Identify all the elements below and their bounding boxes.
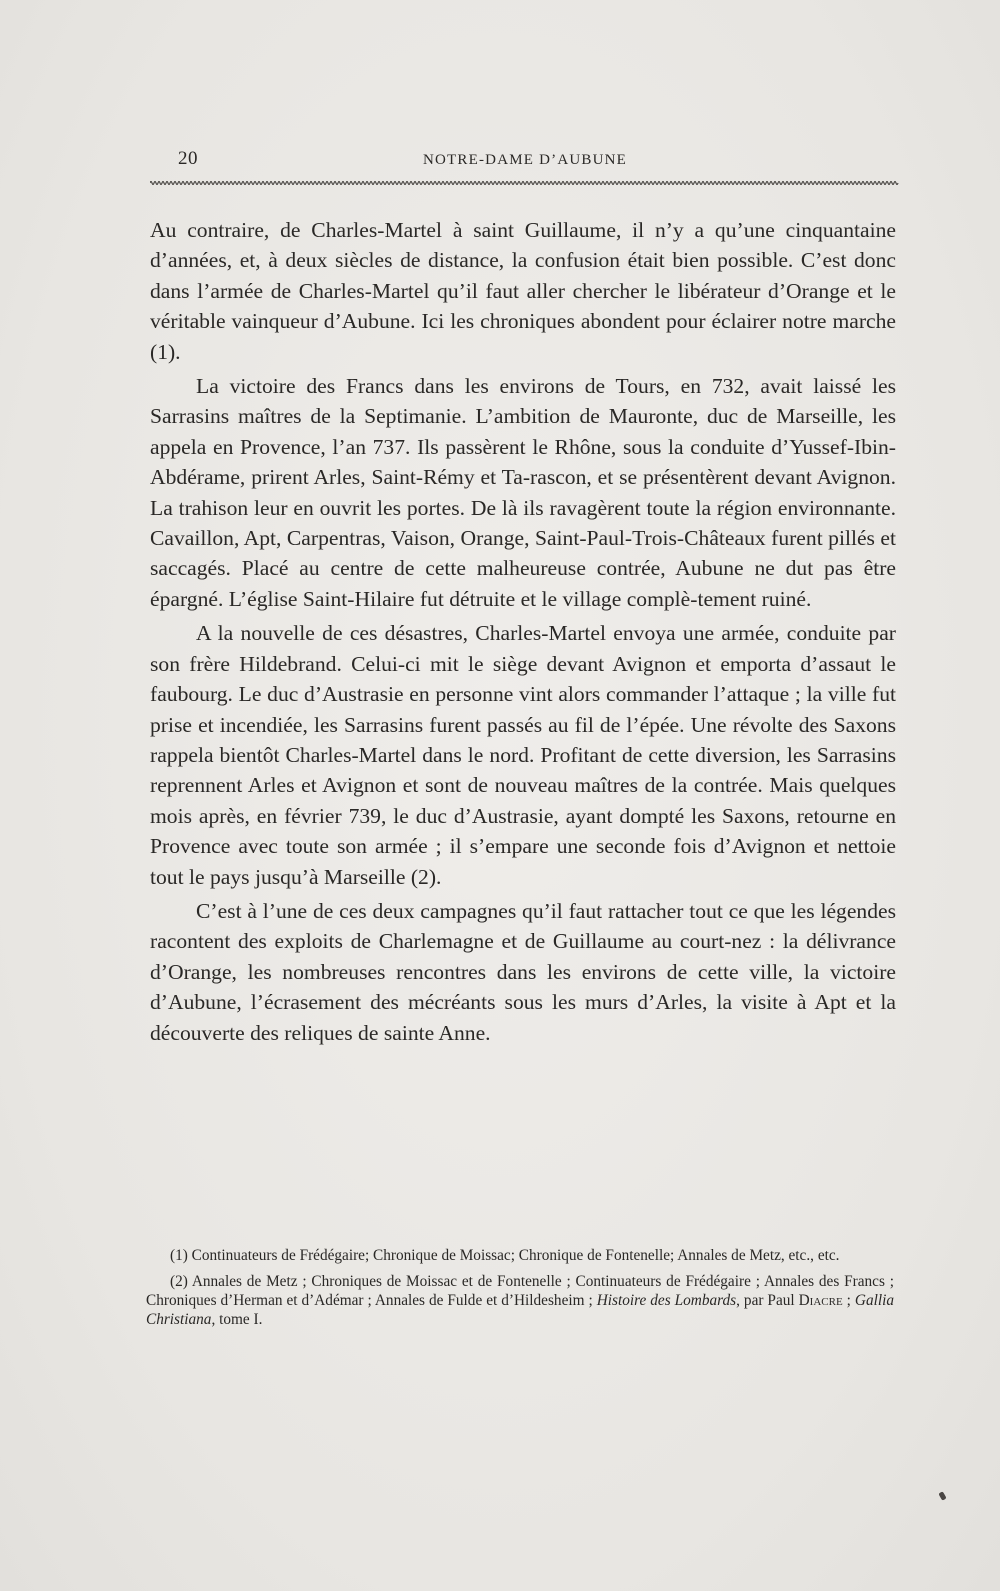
body-text: [150, 215, 896, 1048]
page-header: [150, 148, 900, 178]
page-number: 20: [178, 148, 198, 169]
footnote-1: (1) Continuateurs de Frédégaire; Chronique de Moissac; Chronique de Fontenelle; Annales de Metz, etc., etc.: [170, 1247, 840, 1264]
footnote-2-end: , tome I.: [211, 1311, 263, 1328]
running-title: NOTRE-DAME D’AUBUNE: [422, 152, 628, 168]
footnote-2-title-gallia: Gallia Christiana: [146, 1292, 894, 1328]
footnote-2-title-lombards: Histoire des Lombards: [596, 1292, 737, 1309]
footnotes: [146, 1246, 894, 1329]
footnote-2-author: Diacre: [798, 1292, 843, 1309]
footnote-2-separator: ;: [842, 1292, 855, 1309]
wavy-rule-divider: [150, 178, 900, 188]
paragraph-2: La victoire des Francs dans les environs de Tours, en 732, avait laissé les Sarrasins maîtres de la Septimanie. L’ambition de Mauronte, duc de Marseille, les appela en Provence, l’an 737. Ils passèrent le Rhône, sous la conduite d’Yussef-Ibin-Abdérame, prirent Arles, Saint-Rémy et Ta-rascon, et se présentèrent devant Avignon. La trahison leur en ouvrit les portes. De là ils ravagèrent toute la région environnante. Cavaillon, Apt, Carpentras, Vaison, Orange, Saint-Paul-Trois-Châteaux furent pillés et saccagés. Placé au centre de cette malheureuse contrée, Aubune ne dut pas être épargné. L’église Saint-Hilaire fut détruite et le village complè-tement ruiné.: [150, 374, 896, 611]
paragraph-3: A la nouvelle de ces désastres, Charles-Martel envoya une armée, conduite par son frère Hildebrand. Celui-ci mit le siège devant Avignon et emporta d’assaut le faubourg. Le duc d’Austrasie en personne vint alors commander l’attaque ; la ville fut prise et incendiée, les Sarrasins furent passés au fil de l’épée. Une révolte des Saxons rappela bientôt Charles-Martel dans le nord. Profitant de cette diversion, les Sarrasins reprennent Arles et Avignon et sont de nouveau maîtres de la contrée. Mais quelques mois après, en février 739, le duc d’Austrasie, ayant dompté les Saxons, retourne en Provence avec toute son armée ; il s’empare une seconde fois d’Avignon et nettoie tout le pays jusqu’à Marseille (2).: [150, 621, 896, 889]
paragraph-4: C’est à l’une de ces deux campagnes qu’il faut rattacher tout ce que les légendes racontent des exploits de Charlemagne et de Guillaume au court-nez : la délivrance d’Orange, les nombreuses rencontres dans les environs de cette ville, la victoire d’Aubune, l’écrasement des mécréants sous les murs d’Arles, la visite à Apt et la découverte des reliques de sainte Anne.: [150, 898, 896, 1045]
ink-speck: [938, 1491, 946, 1500]
paragraph-1: Au contraire, de Charles-Martel à saint Guillaume, il n’y a qu’une cinquantaine d’années, et, à deux siècles de distance, la confusion était bien possible. C’est donc dans l’armée de Charles-Martel qu’il faut aller chercher le libérateur d’Orange et le véritable vainqueur d’Aubune. Ici les chroniques abondent pour éclairer notre marche (1).: [150, 218, 896, 364]
footnote-2-text: (2) Annales de Metz ; Chroniques de Moissac et de Fontenelle ; Continuateurs de Frédégaire ; Annales des Francs ; Chroniques d’Herman et d’Adémar ; Annales de Fulde et d’Hildesheim ;: [146, 1273, 894, 1309]
footnote-2: [146, 1272, 894, 1329]
footnote-2-by: , par Paul: [736, 1292, 799, 1309]
